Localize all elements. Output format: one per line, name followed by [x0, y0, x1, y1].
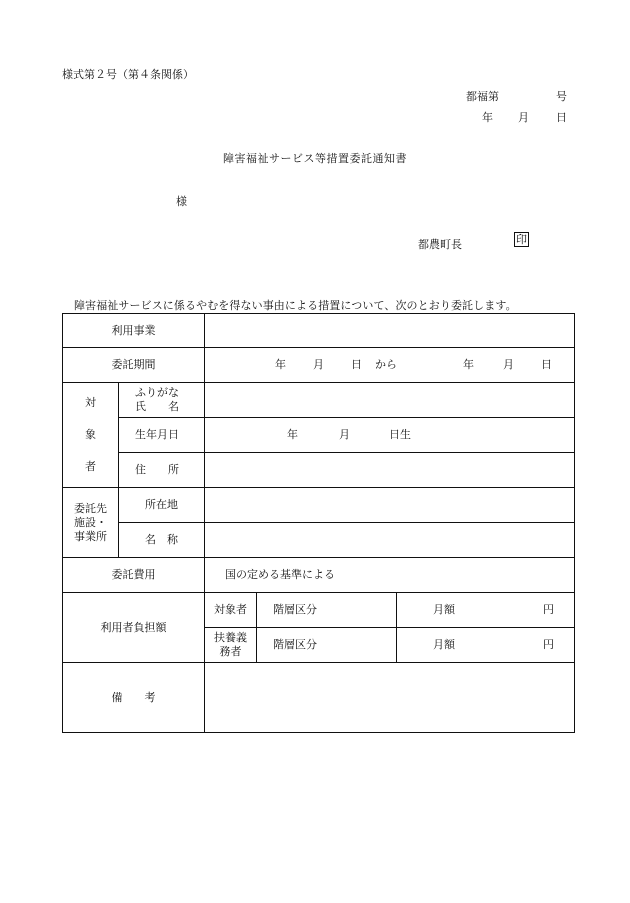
intro-text: 障害福祉サービスに係るやむを得ない事由による措置について、次のとおり委託します。: [74, 299, 517, 312]
facility-name-value[interactable]: [205, 523, 575, 558]
service-label: 利用事業: [63, 314, 205, 348]
period-label: 委託期間: [63, 348, 205, 383]
date-month: 月: [518, 111, 529, 124]
service-value[interactable]: [205, 314, 575, 348]
document-number-suffix: 号: [556, 90, 567, 103]
location-value[interactable]: [205, 488, 575, 523]
addressee-suffix: 様: [176, 195, 187, 208]
facility-name-label: 名 称: [119, 523, 205, 558]
furigana-name-label: ふりがな 氏 名: [119, 383, 205, 418]
supporter-tier-label: 階層区分: [257, 628, 397, 663]
cost-value: 国の定める基準による: [205, 558, 575, 593]
remarks-label: 備 考: [63, 663, 205, 733]
address-value[interactable]: [205, 453, 575, 488]
burden-person-label: 対象者: [205, 593, 257, 628]
facility-label: 委託先 施設・ 事業所: [63, 488, 119, 558]
issuer-name: 都農町長: [418, 238, 462, 251]
date-day: 日: [556, 111, 567, 124]
period-from: から: [375, 358, 397, 371]
remarks-value[interactable]: [205, 663, 575, 733]
birthdate-value[interactable]: 年 月 日生: [205, 418, 575, 453]
consignment-form-table: [62, 313, 575, 733]
supporter-monthly-value[interactable]: 月額 円: [397, 628, 575, 663]
birthdate-label: 生年月日: [119, 418, 205, 453]
cost-label: 委託費用: [63, 558, 205, 593]
document-number-label: 都福第: [466, 90, 499, 103]
period-value[interactable]: [205, 348, 575, 383]
date-year: 年: [482, 111, 493, 124]
person-monthly-value[interactable]: 月額 円: [397, 593, 575, 628]
subject-label: 対 象 者: [63, 383, 119, 488]
seal-mark: 印: [516, 233, 527, 246]
period-end-month: 月: [503, 358, 514, 371]
name-value[interactable]: [205, 383, 575, 418]
period-start-month: 月: [313, 358, 324, 371]
document-title: 障害福祉サービス等措置委託通知書: [223, 152, 407, 165]
address-label: 住 所: [119, 453, 205, 488]
period-start-year: 年: [275, 358, 286, 371]
person-tier-label: 階層区分: [257, 593, 397, 628]
location-label: 所在地: [119, 488, 205, 523]
period-end-day: 日: [541, 358, 552, 371]
burden-label: 利用者負担額: [63, 593, 205, 663]
burden-supporter-label: 扶養義 務者: [205, 628, 257, 663]
period-end-year: 年: [463, 358, 474, 371]
period-start-day: 日: [351, 358, 362, 371]
form-number: 様式第２号（第４条関係）: [62, 68, 194, 81]
